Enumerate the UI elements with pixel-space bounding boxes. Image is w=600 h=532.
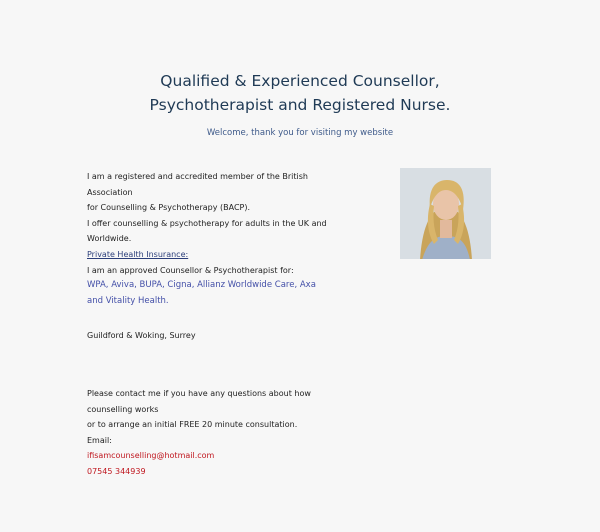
headline-line-2: Psychotherapist and Registered Nurse.: [149, 96, 451, 114]
contact-line: Please contact me if you have any questions about how counselling works: [87, 389, 311, 414]
intro-line: I offer counselling & psychotherapy for adults in the UK and: [87, 218, 327, 228]
email-label: Email:: [87, 435, 112, 445]
portrait-photo: [400, 168, 491, 259]
intro-line: Worldwide.: [87, 234, 132, 243]
intro-line: for Counselling & Psychotherapy (BACP).: [87, 203, 251, 212]
portrait-photo-graphic: [400, 168, 491, 259]
intro-block: [87, 169, 337, 247]
headline-line-1: Qualified & Experienced Counsellor,: [160, 72, 440, 90]
location-text: Guildford & Woking, Surrey: [87, 331, 196, 340]
insurance-heading: Private Health Insurance:: [87, 250, 189, 259]
welcome-text: Welcome, thank you for visiting my website: [206, 128, 394, 138]
page-headline: [0, 69, 600, 117]
email-link[interactable]: ifisamcounselling@hotmail.com: [87, 451, 215, 460]
insurance-block: [87, 247, 337, 309]
contact-line: or to arrange an initial FREE 20 minute consultation.: [87, 420, 298, 429]
contact-block: [87, 386, 347, 479]
insurance-providers: and Vitality Health.: [87, 295, 169, 306]
neck: [440, 220, 452, 238]
intro-line: I am a registered and accredited member of the British Association: [87, 172, 308, 197]
insurance-line: I am an approved Counsellor & Psychotherapist for:: [87, 265, 294, 275]
phone-link[interactable]: 07545 344939: [87, 466, 146, 476]
insurance-providers: WPA, Aviva, BUPA, Cigna, Allianz Worldwide Care, Axa: [87, 280, 316, 290]
